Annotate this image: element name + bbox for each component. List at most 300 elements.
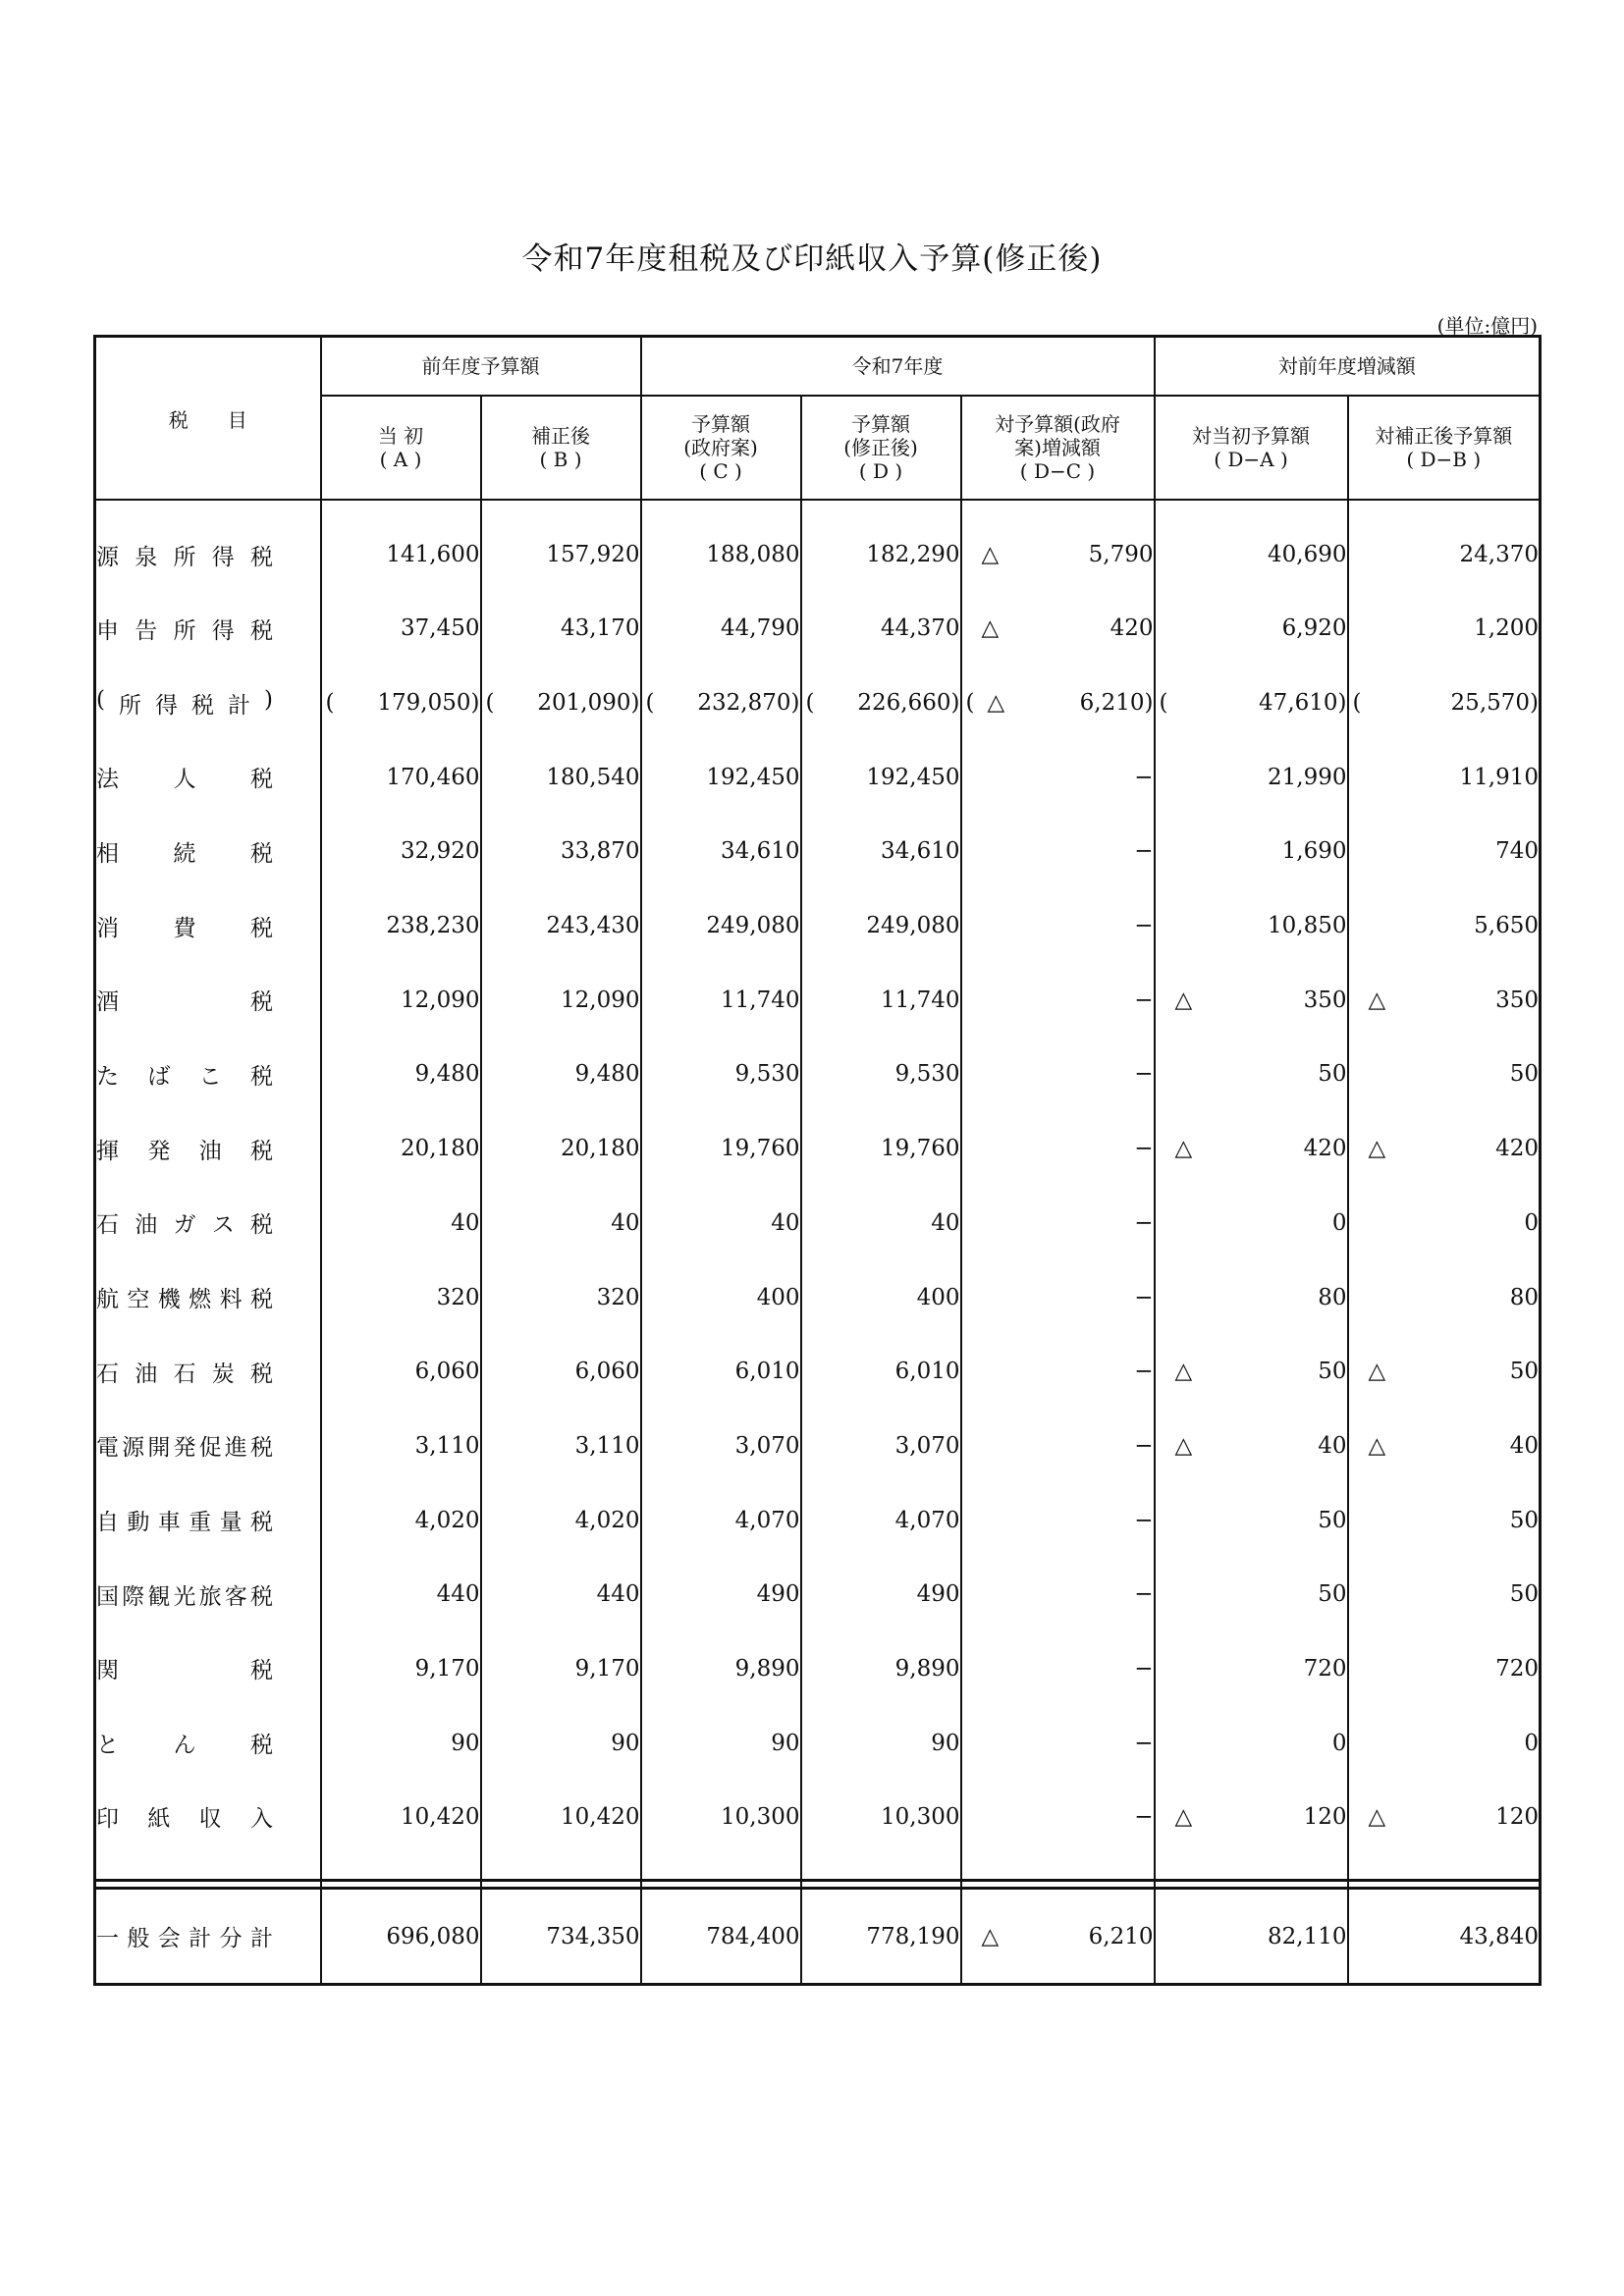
cell-a <box>321 1889 481 1985</box>
tax-item-char: と <box>96 1733 119 1759</box>
cell-value: 120 <box>1303 1803 1347 1830</box>
tax-item-name <box>95 1631 321 1706</box>
tax-item-char: 量 <box>219 1510 243 1536</box>
cell-value: 9,170 <box>574 1655 640 1682</box>
cell-value: 249,080 <box>866 913 960 939</box>
cell-value: 1,690 <box>1281 838 1347 865</box>
cell-db <box>1348 1260 1541 1335</box>
tax-item-char: 酒 <box>96 989 119 1016</box>
header-group-current-year: 令和7年度 <box>641 337 1155 396</box>
cell-value: 778,190 <box>866 1923 960 1949</box>
cell-db <box>1348 1706 1541 1781</box>
cell-a <box>321 1557 481 1631</box>
table-row <box>95 740 1541 815</box>
table-row <box>95 1483 1541 1558</box>
header-col-d: 予算額 (修正後) ( D ) <box>801 396 961 500</box>
table-row <box>95 1186 1541 1260</box>
cell-value: 10,850 <box>1268 913 1347 939</box>
cell-db <box>1348 963 1541 1038</box>
cell-c <box>641 1483 801 1558</box>
cell-value: 188,080 <box>706 542 800 567</box>
cell-value: 34,610 <box>881 838 960 865</box>
cell-d <box>801 963 961 1038</box>
cell-c <box>641 1409 801 1483</box>
cell-b <box>481 1334 641 1409</box>
cell-value: − <box>1134 913 1154 939</box>
cell-db <box>1348 815 1541 889</box>
tax-item-char: 所 <box>118 692 141 719</box>
table-row <box>95 1038 1541 1112</box>
cell-value: 6,010 <box>894 1359 960 1385</box>
table-row <box>95 1781 1541 1881</box>
tax-item-char: 航 <box>96 1287 119 1313</box>
cell-db <box>1348 1631 1541 1706</box>
tax-item-char: 油 <box>135 1361 158 1387</box>
tax-item-char: ) <box>263 686 273 713</box>
cell-a <box>321 1038 481 1112</box>
tax-item-char: ば <box>147 1063 171 1090</box>
cell-db <box>1348 1334 1541 1409</box>
cell-b <box>481 1781 641 1881</box>
tax-item-char: 石 <box>96 1212 119 1239</box>
cell-value: 44,790 <box>721 615 800 642</box>
cell-d <box>801 1483 961 1558</box>
cell-dc <box>961 1706 1155 1781</box>
cell-a <box>321 1260 481 1335</box>
tax-item-char: 計 <box>189 1926 212 1951</box>
tax-item-name <box>95 1186 321 1260</box>
cell-d <box>801 888 961 963</box>
tax-item-char: 税 <box>249 1138 273 1164</box>
tax-item-char: 計 <box>227 692 250 719</box>
cell-value: − <box>1134 1209 1154 1236</box>
header-group-prev-year: 前年度予算額 <box>321 337 641 396</box>
cell-value: 734,350 <box>546 1923 640 1949</box>
cell-b <box>481 1409 641 1483</box>
cell-dc <box>961 1111 1155 1186</box>
tax-item-char: 源 <box>96 544 119 570</box>
cell-db <box>1348 740 1541 815</box>
cell-c <box>641 1260 801 1335</box>
cell-value: 50 <box>1318 1581 1347 1608</box>
cell-value: 12,090 <box>561 987 640 1013</box>
cell-b <box>481 500 641 592</box>
cell-value: 25,570) <box>1450 690 1539 717</box>
cell-a <box>321 888 481 963</box>
cell-db <box>1348 1409 1541 1483</box>
cell-value: 6,210 <box>1088 1923 1154 1949</box>
table-row <box>95 1111 1541 1186</box>
cell-value: 10,300 <box>721 1803 800 1830</box>
cell-value: 720 <box>1495 1655 1539 1682</box>
tax-item-char: 光 <box>173 1583 196 1610</box>
tax-item-char: 般 <box>127 1926 150 1951</box>
tax-item-name <box>95 1781 321 1881</box>
cell-value: 3,070 <box>734 1432 800 1459</box>
cell-a <box>321 1706 481 1781</box>
cell-c <box>641 1111 801 1186</box>
cell-dc <box>961 1260 1155 1335</box>
cell-value: 9,480 <box>574 1061 640 1088</box>
decrease-mark: △ <box>1174 987 1193 1013</box>
tax-item-char: 動 <box>127 1510 150 1536</box>
tax-item-char: 会 <box>157 1926 181 1951</box>
open-paren: ( <box>1159 690 1168 717</box>
open-paren: ( <box>965 690 975 717</box>
cell-dc <box>961 1889 1155 1985</box>
cell-value: 12,090 <box>401 987 480 1013</box>
cell-da <box>1155 888 1348 963</box>
tax-item-char: 続 <box>173 840 196 867</box>
tax-item-char: 税 <box>190 692 214 719</box>
tax-item-char: 際 <box>122 1583 145 1610</box>
tax-item-char: 得 <box>211 544 235 570</box>
cell-value: 5,650 <box>1474 913 1539 939</box>
cell-a <box>321 1781 481 1881</box>
cell-value: 90 <box>771 1730 800 1756</box>
tax-item-name <box>95 1260 321 1335</box>
cell-db <box>1348 1111 1541 1186</box>
decrease-mark: △ <box>1368 987 1386 1013</box>
cell-da <box>1155 1038 1348 1112</box>
decrease-mark: △ <box>1368 1432 1386 1459</box>
cell-value: − <box>1134 1507 1154 1533</box>
cell-value: 120 <box>1495 1803 1539 1830</box>
cell-value: − <box>1134 1136 1154 1162</box>
decrease-mark: △ <box>981 615 1000 642</box>
tax-item-char: 国 <box>96 1583 119 1610</box>
cell-dc <box>961 963 1155 1038</box>
tax-item-name <box>95 815 321 889</box>
tax-item-char: 税 <box>249 1287 273 1313</box>
tax-item-name <box>95 1483 321 1558</box>
tax-item-char: 費 <box>173 915 196 941</box>
table-row <box>95 1334 1541 1409</box>
open-paren: ( <box>325 690 335 717</box>
tax-item-char: 分 <box>219 1926 243 1951</box>
cell-value: 3,110 <box>574 1432 640 1459</box>
cell-value: 4,020 <box>414 1507 480 1533</box>
cell-d <box>801 740 961 815</box>
cell-dc <box>961 740 1155 815</box>
cell-value: 40 <box>451 1209 480 1236</box>
cell-db <box>1348 592 1541 667</box>
decrease-mark: △ <box>1174 1359 1193 1385</box>
cell-value: − <box>1134 1432 1154 1459</box>
tax-item-char: ス <box>211 1212 235 1239</box>
cell-value: 4,020 <box>574 1507 640 1533</box>
separator-cell <box>95 1881 321 1889</box>
cell-value: 43,170 <box>561 615 640 642</box>
cell-a <box>321 1409 481 1483</box>
cell-value: 80 <box>1509 1284 1539 1310</box>
cell-a <box>321 500 481 592</box>
tax-item-char: ん <box>173 1733 196 1759</box>
tax-item-char: 進 <box>224 1435 247 1462</box>
tax-item-name <box>95 666 321 740</box>
tax-item-name <box>95 1889 321 1985</box>
cell-d <box>801 1186 961 1260</box>
cell-dc <box>961 1781 1155 1881</box>
cell-value: 50 <box>1509 1581 1539 1608</box>
table-row <box>95 815 1541 889</box>
unit-note: (単位:億円) <box>1436 314 1538 338</box>
tax-item-name <box>95 1334 321 1409</box>
table-row <box>95 592 1541 667</box>
cell-a <box>321 666 481 740</box>
tax-item-char: 人 <box>173 767 196 793</box>
table-row <box>95 1706 1541 1781</box>
tax-item-char: 源 <box>122 1435 145 1462</box>
tax-item-char: 税 <box>250 617 273 644</box>
cell-c <box>641 1334 801 1409</box>
table-row <box>95 963 1541 1038</box>
tax-item-char: 税 <box>250 1658 273 1684</box>
cell-value: 243,430 <box>546 913 640 939</box>
cell-b <box>481 888 641 963</box>
cell-da <box>1155 1889 1348 1985</box>
tax-item-name <box>95 1409 321 1483</box>
tax-item-name <box>95 740 321 815</box>
tax-item-char: 重 <box>189 1510 212 1536</box>
open-paren: ( <box>1352 690 1362 717</box>
cell-da <box>1155 1781 1348 1881</box>
decrease-mark: △ <box>1368 1359 1386 1385</box>
table-body <box>95 500 1541 1985</box>
tax-item-char: 旅 <box>198 1583 222 1610</box>
cell-a <box>321 963 481 1038</box>
cell-value: 21,990 <box>1268 764 1347 790</box>
cell-value: 720 <box>1303 1655 1347 1682</box>
cell-value: 5,790 <box>1088 542 1154 567</box>
cell-value: 90 <box>451 1730 480 1756</box>
cell-value: − <box>1134 764 1154 790</box>
cell-db <box>1348 1557 1541 1631</box>
tax-item-char: 油 <box>198 1138 222 1164</box>
tax-item-char: た <box>96 1063 119 1090</box>
cell-a <box>321 592 481 667</box>
table-row <box>95 1409 1541 1483</box>
header-col-db: 対補正後予算額 ( D−B ) <box>1348 396 1541 500</box>
separator-cell <box>801 1881 961 1889</box>
cell-value: 0 <box>1331 1209 1347 1236</box>
tax-item-char: 税 <box>250 1212 273 1239</box>
cell-a <box>321 1111 481 1186</box>
cell-value: 82,110 <box>1268 1923 1347 1949</box>
cell-c <box>641 963 801 1038</box>
cell-b <box>481 592 641 667</box>
cell-db <box>1348 888 1541 963</box>
cell-b <box>481 1186 641 1260</box>
tax-item-char: 料 <box>219 1287 243 1313</box>
cell-dc <box>961 592 1155 667</box>
cell-value: − <box>1134 987 1154 1013</box>
header-col-c: 予算額 (政府案) ( C ) <box>641 396 801 500</box>
tax-item-name <box>95 888 321 963</box>
cell-value: 6,010 <box>734 1359 800 1385</box>
cell-dc <box>961 500 1155 592</box>
cell-value: 320 <box>436 1284 480 1310</box>
cell-value: 0 <box>1524 1209 1539 1236</box>
cell-b <box>481 815 641 889</box>
cell-d <box>801 500 961 592</box>
cell-value: 170,460 <box>386 764 480 790</box>
cell-a <box>321 815 481 889</box>
tax-item-char: 税 <box>249 1510 273 1536</box>
tax-item-char: 客 <box>224 1583 247 1610</box>
cell-dc <box>961 1483 1155 1558</box>
total-row <box>95 1889 1541 1985</box>
cell-value: 6,060 <box>414 1359 480 1385</box>
tax-item-char: 計 <box>249 1926 273 1951</box>
tax-item-char: 機 <box>157 1287 181 1313</box>
tax-item-char: 法 <box>96 767 119 793</box>
cell-da <box>1155 500 1348 592</box>
cell-value: 9,530 <box>894 1061 960 1088</box>
cell-c <box>641 1781 801 1881</box>
cell-da <box>1155 1111 1348 1186</box>
cell-c <box>641 500 801 592</box>
cell-value: 50 <box>1509 1507 1539 1533</box>
cell-value: − <box>1134 838 1154 865</box>
cell-value: 226,660) <box>857 690 960 717</box>
cell-value: 50 <box>1509 1061 1539 1088</box>
cell-d <box>801 815 961 889</box>
tax-item-char: 観 <box>147 1583 171 1610</box>
decrease-mark: △ <box>1174 1432 1193 1459</box>
tax-item-char: 相 <box>96 840 119 867</box>
cell-value: 50 <box>1318 1507 1347 1533</box>
tax-item-char: 収 <box>198 1806 222 1833</box>
cell-d <box>801 1038 961 1112</box>
tax-item-name <box>95 1038 321 1112</box>
tax-item-char: 得 <box>154 692 178 719</box>
cell-b <box>481 1483 641 1558</box>
tax-item-char: 税 <box>250 1733 273 1759</box>
decrease-mark: △ <box>981 542 1000 567</box>
cell-value: 90 <box>931 1730 960 1756</box>
cell-value: 40 <box>611 1209 640 1236</box>
cell-value: 400 <box>756 1284 800 1310</box>
cell-a <box>321 1483 481 1558</box>
cell-c <box>641 1557 801 1631</box>
tax-item-char: 炭 <box>211 1361 235 1387</box>
cell-dc <box>961 1186 1155 1260</box>
cell-value: 4,070 <box>894 1507 960 1533</box>
cell-value: 490 <box>756 1581 800 1608</box>
tax-item-char: 入 <box>249 1806 273 1833</box>
header-col-a: 当 初 ( A ) <box>321 396 481 500</box>
cell-c <box>641 1631 801 1706</box>
cell-value: − <box>1134 1803 1154 1830</box>
cell-value: 232,870) <box>697 690 800 717</box>
cell-d <box>801 1889 961 1985</box>
header-col-dc: 対予算額(政府 案)増減額 ( D−C ) <box>961 396 1155 500</box>
page-title: 令和7年度租税及び印紙収入予算(修正後) <box>521 241 1103 277</box>
tax-item-char: 空 <box>127 1287 150 1313</box>
tax-item-char: 税 <box>250 544 273 570</box>
cell-value: 9,480 <box>414 1061 480 1088</box>
cell-value: 249,080 <box>706 913 800 939</box>
tax-item-char: 税 <box>250 915 273 941</box>
cell-value: 400 <box>916 1284 960 1310</box>
tax-item-char: 発 <box>173 1435 196 1462</box>
cell-d <box>801 1781 961 1881</box>
cell-value: 37,450 <box>401 615 480 642</box>
cell-value: 3,070 <box>894 1432 960 1459</box>
tax-item-char: 石 <box>173 1361 196 1387</box>
tax-item-char: 税 <box>249 1063 273 1090</box>
cell-value: − <box>1134 1730 1154 1756</box>
cell-value: 19,760 <box>881 1136 960 1162</box>
cell-value: 1,200 <box>1474 615 1539 642</box>
cell-da <box>1155 1557 1348 1631</box>
header-tax-item: 税 目 <box>95 337 321 500</box>
double-rule-separator <box>95 1881 1541 1889</box>
cell-db <box>1348 500 1541 592</box>
separator-cell <box>481 1881 641 1889</box>
cell-b <box>481 1706 641 1781</box>
cell-c <box>641 888 801 963</box>
cell-value: 201,090) <box>537 690 640 717</box>
cell-value: 32,920 <box>401 838 480 865</box>
cell-value: 320 <box>596 1284 640 1310</box>
cell-value: 20,180 <box>401 1136 480 1162</box>
cell-value: 440 <box>596 1581 640 1608</box>
cell-b <box>481 666 641 740</box>
cell-value: 10,300 <box>881 1803 960 1830</box>
cell-da <box>1155 815 1348 889</box>
cell-dc <box>961 815 1155 889</box>
tax-item-char: 開 <box>147 1435 171 1462</box>
cell-db <box>1348 1889 1541 1985</box>
cell-value: 19,760 <box>721 1136 800 1162</box>
tax-item-char: 告 <box>135 617 158 644</box>
cell-dc <box>961 1631 1155 1706</box>
cell-dc <box>961 888 1155 963</box>
cell-value: 420 <box>1110 615 1154 642</box>
tax-item-name <box>95 1111 321 1186</box>
decrease-mark: △ <box>1174 1136 1193 1162</box>
cell-value: 34,610 <box>721 838 800 865</box>
cell-value: 44,370 <box>881 615 960 642</box>
cell-d <box>801 1557 961 1631</box>
cell-b <box>481 1889 641 1985</box>
cell-value: 420 <box>1495 1136 1539 1162</box>
tax-item-char: 石 <box>96 1361 119 1387</box>
open-paren: ( <box>805 690 815 717</box>
separator-cell <box>641 1881 801 1889</box>
cell-value: 11,740 <box>721 987 800 1013</box>
cell-value: 696,080 <box>386 1923 480 1949</box>
cell-db <box>1348 1483 1541 1558</box>
cell-b <box>481 1038 641 1112</box>
cell-d <box>801 1706 961 1781</box>
cell-da <box>1155 1186 1348 1260</box>
tax-item-char: 自 <box>96 1510 119 1536</box>
cell-db <box>1348 666 1541 740</box>
cell-a <box>321 1631 481 1706</box>
tax-item-char: 紙 <box>147 1806 171 1833</box>
tax-item-char: 油 <box>135 1212 158 1239</box>
cell-da <box>1155 592 1348 667</box>
tax-item-name <box>95 1557 321 1631</box>
cell-da <box>1155 963 1348 1038</box>
cell-b <box>481 1260 641 1335</box>
cell-db <box>1348 1186 1541 1260</box>
tax-item-char: 関 <box>96 1658 119 1684</box>
cell-value: 9,170 <box>414 1655 480 1682</box>
